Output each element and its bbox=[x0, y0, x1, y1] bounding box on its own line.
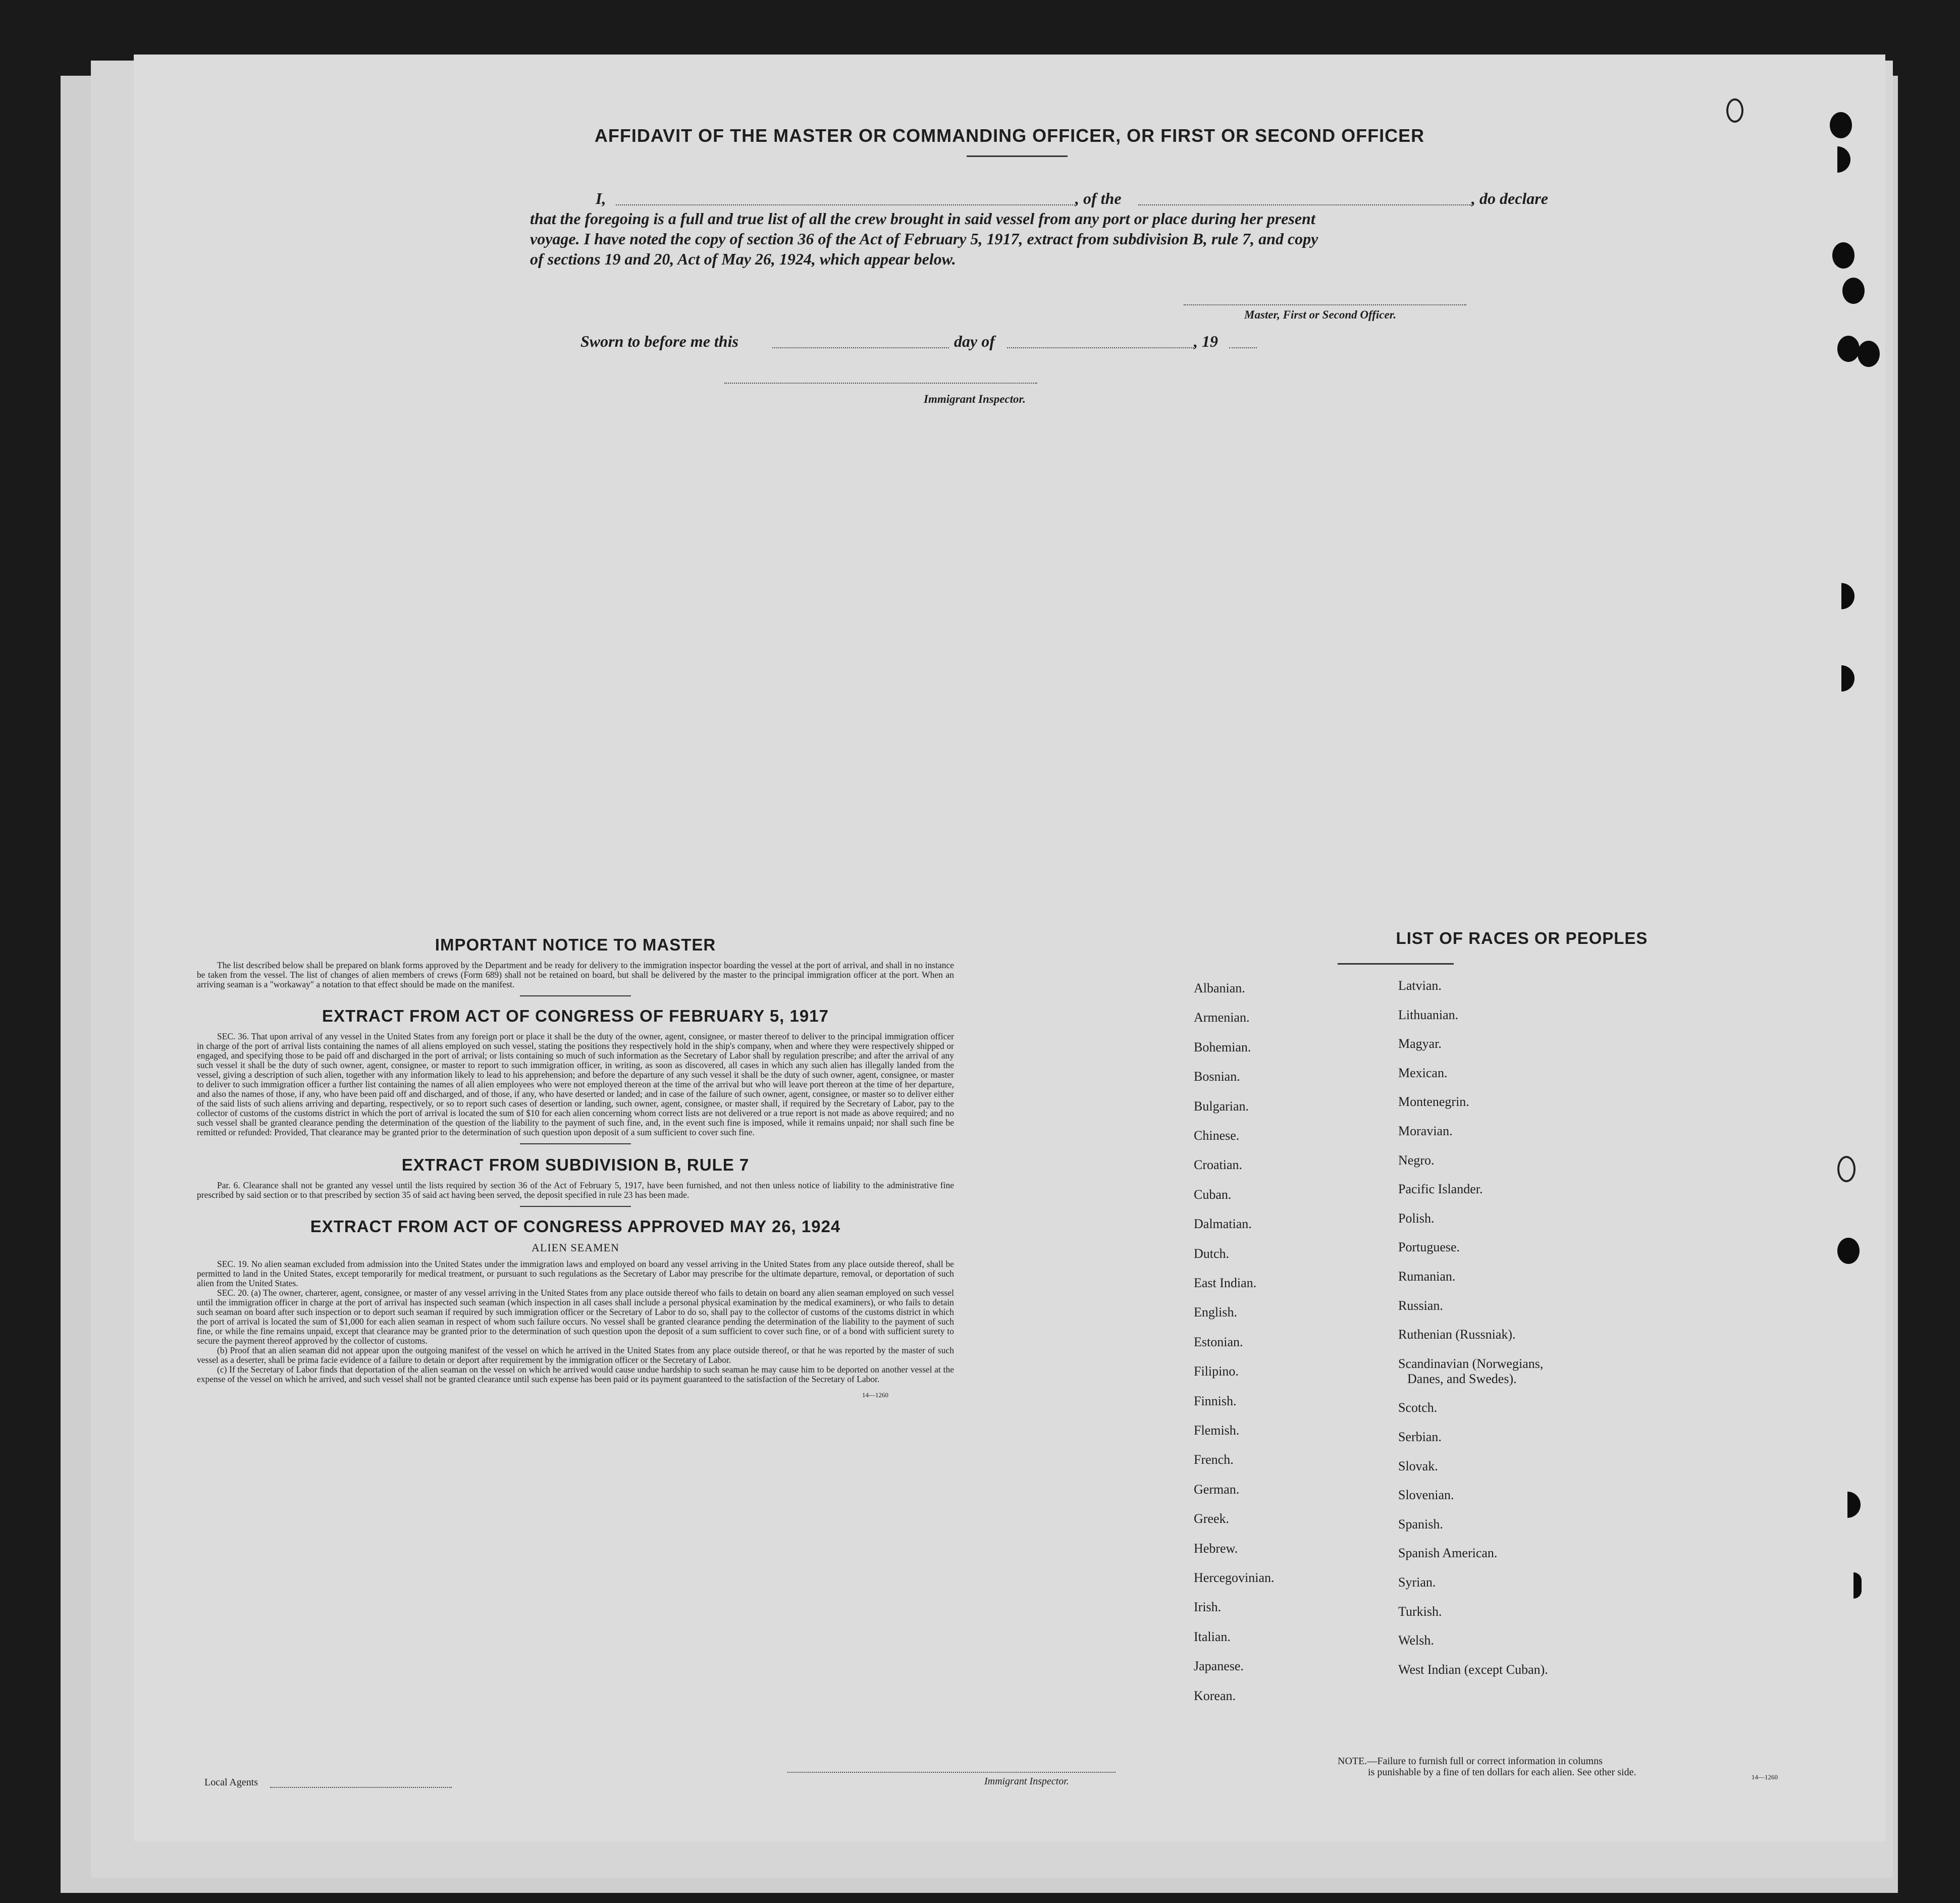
race-item: Italian. bbox=[1194, 1629, 1231, 1644]
race-item: Mexican. bbox=[1398, 1065, 1448, 1080]
punch-hole-icon bbox=[1837, 1156, 1856, 1182]
race-item: Dalmatian. bbox=[1194, 1217, 1252, 1232]
rule7-text: Par. 6. Clearance shall not be granted any vessel until the lists required by section 36 of the Act of February 5, 1917, have been furnished, and not then unless notice of liability to the administrative fine prescribed by said section or to that prescribed by section 35 of said act having been served, the deposit specified in rule 23 has been made. bbox=[197, 1180, 954, 1200]
inspector-line bbox=[724, 383, 1037, 384]
inspector-label: Immigrant Inspector. bbox=[924, 393, 1026, 405]
race-item: Syrian. bbox=[1398, 1575, 1436, 1590]
race-item: Scotch. bbox=[1398, 1400, 1438, 1415]
sworn-line bbox=[580, 331, 1439, 351]
race-item: Bulgarian. bbox=[1194, 1098, 1249, 1114]
affidavit-of-the: , of the bbox=[1075, 189, 1122, 207]
race-item: Korean. bbox=[1194, 1688, 1236, 1703]
race-item: German. bbox=[1194, 1482, 1240, 1497]
punch-hole-icon bbox=[1726, 98, 1743, 123]
affidavit-i: I, bbox=[596, 189, 606, 207]
race-item: Danes, and Swedes). bbox=[1407, 1371, 1517, 1386]
race-item: Filipino. bbox=[1194, 1364, 1239, 1379]
race-item: English. bbox=[1194, 1305, 1237, 1320]
extract-1917-text: SEC. 36. That upon arrival of any vessel in the United States from any foreign port or place it shall be the duty of the owner, agent, consignee, or master thereof to deliver to the principal immigration officer in charge of the port of arrival lists containing the names of all aliens employed on such vessel, stating the positions they respectively hold in the ship's company, when and where they were respectively shipped or engaged, and specifying those to be paid off and discharged in the port of arrival; or lists containing so much of such information as the Secretary of Labor shall by regulation prescribe; and after the arrival of any such vessel it shall be the duty of such owner, agent, consignee, or master to report to such immigration officer, in writing, as soon as discovered, all cases in which any such alien has illegally landed from the vessel, giving a description of such alien, together with any information likely to lead to his apprehension; and before the departure of any such vessel it shall be the duty of such owner, agent, consignee, or master to deliver to such immigration officer a further list containing the names of all alien employees who were not employed thereon at the time of the arrival but who will leave port thereon at the time of her departure, and also the names of those, if any, who have been paid off and discharged, and of those, if any, who have deserted or landed; and in case of the failure of such owner, agent, consignee, or master so to deliver either of the said lists of such aliens arriving and departing, respectively, or so to report such cases of desertion or landing, such owner, agent, consignee, or master shall, if required by the Secretary of Labor, pay to the collector of customs of the customs district in which the port of arrival is located the sum of $10 for each alien concerning whom correct lists are not delivered or a true report is not made as above required; and no such vessel shall be granted clearance pending the determination of the question of the liability to the payment of such fine, and, in the event such fine is imposed, while it remains unpaid; nor shall such fine be remitted or refunded: Provided, That clearance may be granted prior to the determination of such question upon deposit of a sum sufficient to cover such fine. bbox=[197, 1031, 954, 1137]
race-item: Estonian. bbox=[1194, 1334, 1243, 1349]
race-item: West Indian (except Cuban). bbox=[1398, 1662, 1548, 1677]
race-item: Serbian. bbox=[1398, 1430, 1442, 1444]
race-item: Armenian. bbox=[1194, 1010, 1250, 1025]
punch-hole-icon bbox=[1832, 242, 1855, 269]
name-blank bbox=[616, 204, 1075, 205]
signature-line bbox=[1184, 304, 1466, 305]
race-item: Turkish. bbox=[1398, 1604, 1442, 1619]
sworn-month-blank bbox=[1007, 347, 1194, 348]
race-item: Chinese. bbox=[1194, 1128, 1240, 1143]
races-title: LIST OF RACES OR PEOPLES bbox=[1396, 929, 1648, 947]
race-item: Lithuanian. bbox=[1398, 1007, 1459, 1022]
sec20a-text: SEC. 20. (a) The owner, charterer, agent, consignee, or master of any vessel arriving in the United States from any place outside thereof who fails to detain on board any alien seaman employed on such vessel until the immigration officer in charge at the port of arrival has inspected such seaman (which inspection in all cases shall include a personal physical examination by the medical examiners), or who fails to detain such seaman on board after such inspection or to deport such seaman if required by such immigration officer or the Secretary of Labor to do so, shall pay to the collector of customs of the customs district in which the port of arrival is located the sum of $1,000 for each alien seaman in respect of whom such failure occurs. No vessel shall be granted clearance pending the determination of the liability to the payment of such fine, or while the fine remains unpaid, except that clearance may be granted prior to the determination of such question upon the deposit of a sum sufficient to cover such fine, or of a bond with sufficient surety to secure the payment thereof approved by the collector of customs. bbox=[197, 1288, 954, 1346]
punch-hole-icon bbox=[1842, 278, 1865, 304]
rule7-title: EXTRACT FROM SUBDIVISION B, RULE 7 bbox=[401, 1155, 750, 1174]
race-item: Croatian. bbox=[1194, 1157, 1243, 1173]
race-item: Latvian. bbox=[1398, 978, 1442, 993]
footer-inspector-line bbox=[787, 1772, 1116, 1773]
sworn-year: , 19 bbox=[1194, 332, 1218, 350]
local-agents-label: Local Agents bbox=[204, 1777, 258, 1788]
race-item: East Indian. bbox=[1194, 1276, 1257, 1290]
race-item: Montenegrin. bbox=[1398, 1094, 1469, 1109]
race-item: Scandinavian (Norwegians, bbox=[1398, 1356, 1544, 1371]
local-agents-line bbox=[270, 1787, 452, 1788]
sec19-text: SEC. 19. No alien seaman excluded from admission into the United States under the immigration laws and employed on board any vessel arriving in the United States from any place outside thereof, shall be permitted to land in the United States, except temporarily for medical treatment, or pursuant to such regulations as the Secretary of Labor may prescribe for the ultimate departure, removal, or deportation of such alien from the United States. bbox=[197, 1259, 954, 1288]
race-item: Flemish. bbox=[1194, 1423, 1240, 1438]
race-item: Dutch. bbox=[1194, 1246, 1230, 1261]
notice-text: The list described below shall be prepared on blank forms approved by the Department and be ready for delivery to the immigration inspector boarding the vessel at the port of arrival, and shall in no instance be taken from the vessel. The list of changes of alien members of crews (Form 689) shall not be retained on board, but shall be delivered by the master to the principal immigration officer at the port. When an arriving seaman is a "workaway" a notation to that effect should be made on the manifest. bbox=[197, 960, 954, 989]
title-underline bbox=[967, 155, 1068, 157]
race-item: Pacific Islander. bbox=[1398, 1182, 1483, 1197]
affidavit-line-1 bbox=[565, 188, 1640, 208]
race-item: Slovenian. bbox=[1398, 1488, 1454, 1503]
race-item: Japanese. bbox=[1194, 1659, 1244, 1674]
notice-divider bbox=[520, 995, 631, 996]
document-page bbox=[134, 55, 1885, 1841]
race-item: Albanian. bbox=[1194, 981, 1245, 995]
affidavit-line-4: of sections 19 and 20, Act of May 26, 1924, which appear below. bbox=[530, 250, 956, 268]
form-number-footer: 14—1260 bbox=[1752, 1773, 1778, 1781]
race-item: Negro. bbox=[1398, 1152, 1435, 1168]
race-item: Slovak. bbox=[1398, 1458, 1438, 1473]
sworn-day-blank bbox=[772, 347, 949, 348]
footer-note-line-1: NOTE.—Failure to furnish full or correct information in columns bbox=[1338, 1756, 1603, 1767]
race-item: Hercegovinian. bbox=[1194, 1570, 1275, 1585]
race-item: Ruthenian (Russniak). bbox=[1398, 1327, 1516, 1342]
race-item: French. bbox=[1194, 1452, 1234, 1467]
race-item: Magyar. bbox=[1398, 1036, 1442, 1051]
race-item: Cuban. bbox=[1194, 1187, 1232, 1202]
rule7-divider bbox=[520, 1206, 631, 1207]
affidavit-line-2: that the foregoing is a full and true list of all the crew brought in said vessel from any port or place during her present bbox=[530, 209, 1315, 228]
extract-1917-title: EXTRACT FROM ACT OF CONGRESS OF FEBRUARY 5, 1917 bbox=[322, 1007, 829, 1025]
race-item: Spanish. bbox=[1398, 1516, 1443, 1531]
sec20c-text: (c) If the Secretary of Labor finds that deportation of the alien seaman on the vessel on which he arrived would cause undue hardship to such seaman he may cause him to be deported on another vessel at the expense of the vessel on which he arrived, and such vessel shall not be granted clearance until such expense has been paid or its payment guaranteed to the satisfaction of the Secretary of Labor. bbox=[197, 1364, 954, 1384]
affidavit-declare: , do declare bbox=[1471, 189, 1548, 207]
race-item: Russian. bbox=[1398, 1298, 1443, 1313]
race-item: Bosnian. bbox=[1194, 1069, 1240, 1084]
notice-title: IMPORTANT NOTICE TO MASTER bbox=[435, 935, 716, 954]
sec20b-text: (b) Proof that an alien seaman did not appear upon the outgoing manifest of the vessel on which he arrived in the United States from any place outside thereof, or that he was reported by the master of such vessel as a deserter, shall be prima facie evidence of a failure to detain or deport after requirement by the immigration officer or the Secretary of Labor. bbox=[197, 1345, 954, 1365]
extract-1917-divider bbox=[520, 1143, 631, 1144]
form-number-left: 14—1260 bbox=[862, 1391, 888, 1399]
race-item: Bohemian. bbox=[1194, 1039, 1251, 1054]
punch-hole-icon bbox=[1830, 112, 1852, 138]
race-item: Greek. bbox=[1194, 1511, 1230, 1526]
race-item: Finnish. bbox=[1194, 1393, 1237, 1408]
punch-hole-icon bbox=[1858, 341, 1880, 367]
race-item: Rumanian. bbox=[1398, 1269, 1456, 1284]
punch-hole-icon bbox=[1837, 336, 1860, 362]
race-item: Polish. bbox=[1398, 1210, 1435, 1226]
race-item: Welsh. bbox=[1398, 1633, 1434, 1648]
races-underline bbox=[1338, 963, 1454, 965]
footer-note bbox=[1338, 1756, 1636, 1778]
sworn-day-of: day of bbox=[954, 332, 995, 350]
race-item: Irish. bbox=[1194, 1600, 1222, 1615]
signature-label: Master, First or Second Officer. bbox=[1244, 308, 1397, 321]
affidavit-title: AFFIDAVIT OF THE MASTER OR COMMANDING OFFICER, OR FIRST OR SECOND OFFICER bbox=[594, 125, 1425, 146]
race-item: Hebrew. bbox=[1194, 1541, 1238, 1556]
extract-1924-title: EXTRACT FROM ACT OF CONGRESS APPROVED MAY 26, 1924 bbox=[310, 1217, 841, 1236]
sworn-prefix: Sworn to before me this bbox=[580, 332, 738, 350]
vessel-blank bbox=[1138, 204, 1471, 205]
alien-seamen-subtitle: ALIEN SEAMEN bbox=[532, 1241, 619, 1254]
race-item: Moravian. bbox=[1398, 1124, 1453, 1138]
left-column bbox=[197, 935, 954, 1399]
footer-note-line-2: is punishable by a fine of ten dollars for each alien. See other side. bbox=[1368, 1767, 1636, 1778]
race-item: Portuguese. bbox=[1398, 1240, 1460, 1255]
race-item: Spanish American. bbox=[1398, 1546, 1498, 1561]
punch-hole-icon bbox=[1837, 1238, 1860, 1264]
sworn-year-blank bbox=[1229, 347, 1257, 348]
punch-hole-icon bbox=[1853, 1572, 1862, 1599]
footer-inspector-label: Immigrant Inspector. bbox=[984, 1776, 1069, 1787]
affidavit-line-3: voyage. I have noted the copy of section 36 of the Act of February 5, 1917, extract from subdivision B, rule 7, and copy bbox=[530, 230, 1318, 248]
